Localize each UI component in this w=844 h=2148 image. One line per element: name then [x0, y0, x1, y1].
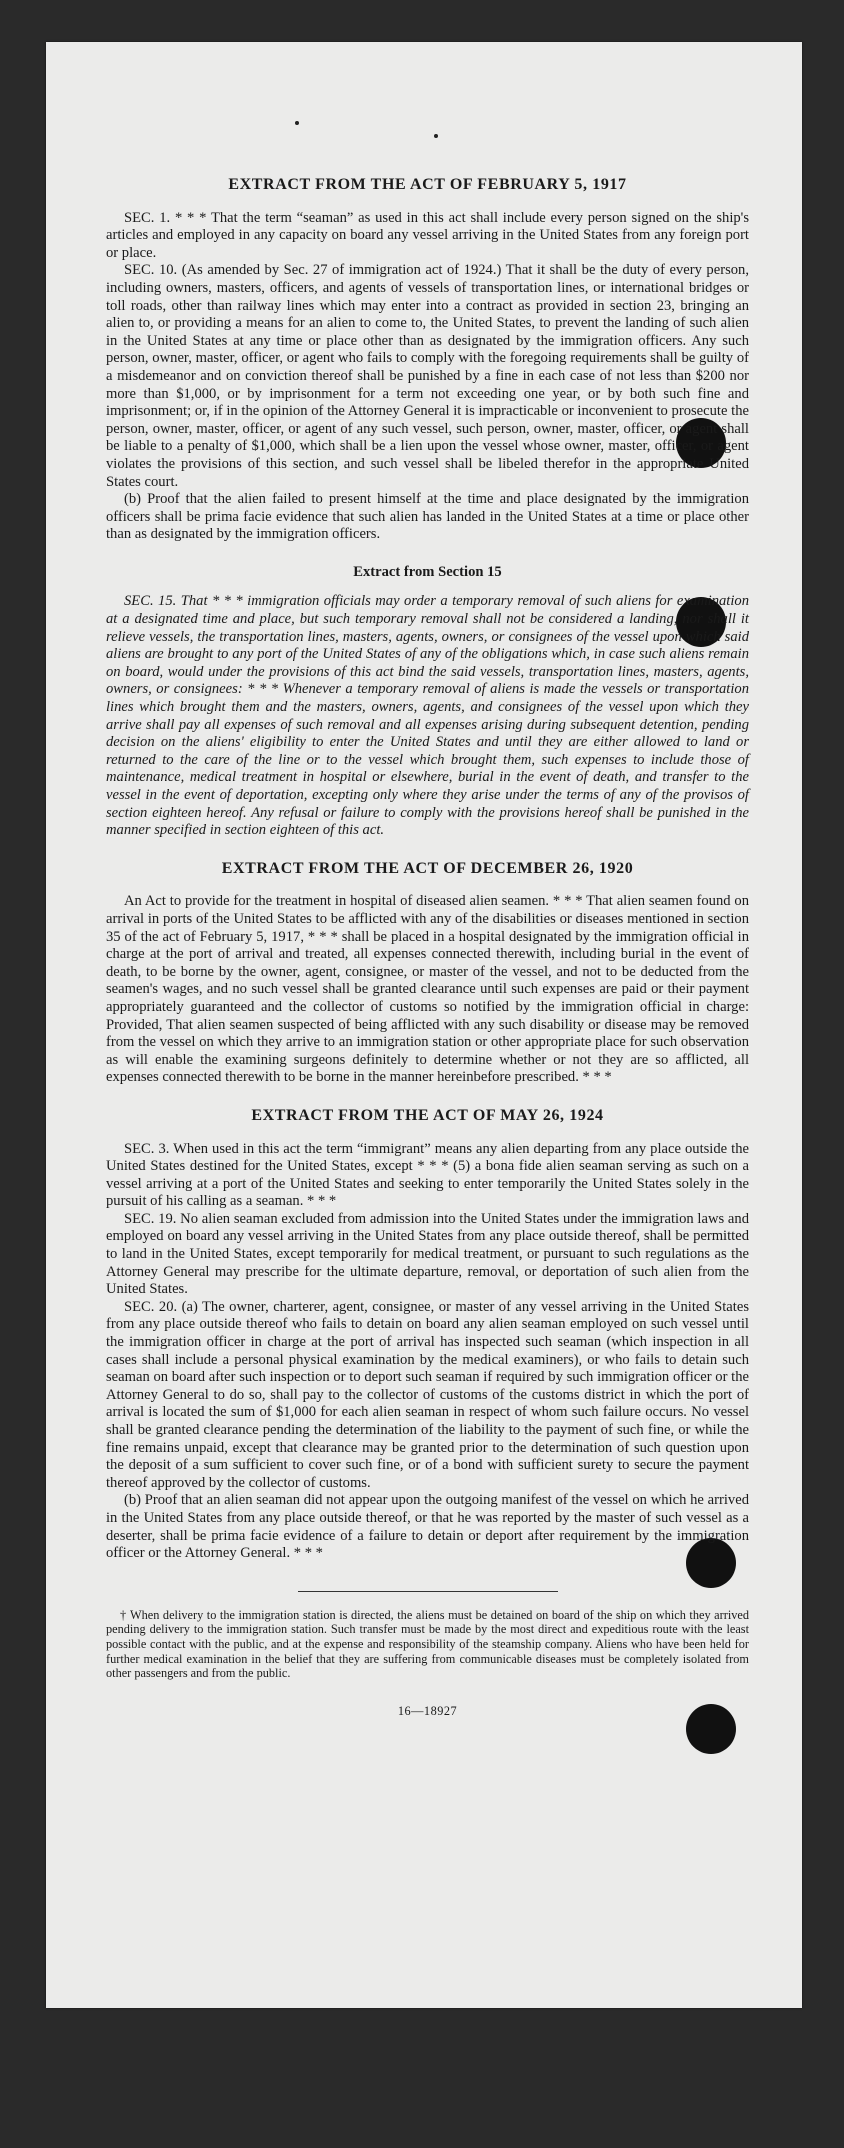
- section-act-dec-1920: [106, 860, 749, 1087]
- paragraph: SEC. 10. (As amended by Sec. 27 of immigration act of 1924.) That it shall be the duty of every person, including owners, masters, officers, and agents of vessels of transportation lines, or international bridges or toll roads, other than railway lines which may enter into a contract as provided in section 23, bringing an alien to, or providing a means for an alien to come to, the United States, to prevent the landing of such alien in the United States at any time or place other than as designated by the immigration officers. Any such person, owner, master, officer, or agent who fails to comply with the foregoing requirements shall be guilty of a misdemeanor and on conviction thereof shall be punished by a fine in each case of not less than $200 nor more than $1,000, or by imprisonment for a term not exceeding one year, or by both such fine and imprisonment; or, if in the opinion of the Attorney General it is impracticable or inconvenient to prosecute the person, owner, master, officer, or agent of any such vessel, such person, owner, master, officer, or agent shall be liable to a penalty of $1,000, which shall be a lien upon the vessel whose owner, master, officer, or agent violates the provisions of this section, and such vessel shall be libeled therefor in the appropriate United States court.: [106, 262, 749, 490]
- footnote: [106, 1608, 749, 1681]
- paragraph: SEC. 20. (a) The owner, charterer, agent, consignee, or master of any vessel arriving in the United States from any place outside thereof who fails to detain on board any alien seaman employed on such vessel until the immigration officer in charge at the port of arrival has inspected such seaman (which inspection in all cases shall include a personal physical examination by the medical examiners), or who fails to detain such seaman on board after such inspection or to deport such seaman if required by such immigration officer or the Attorney General to do so, shall pay to the collector of customs of the customs district in which the port of arrival is located the sum of $1,000 for each alien seaman in respect of whom such failure occurs. No vessel shall be granted clearance pending the determination of the liability to the payment of such fine, or while the fine remains unpaid, except that clearance may be granted prior to the determination of such question upon the deposit of a sum sufficient to cover such fine, or of a bond with sufficient surety to secure the payment thereof approved by the collector of customs.: [106, 1298, 749, 1491]
- paragraph: An Act to provide for the treatment in hospital of diseased alien seamen. * * * That alien seamen found on arrival in ports of the United States to be afflicted with any of the disabilities or diseases mentioned in section 35 of the act of February 5, 1917, * * * shall be placed in a hospital designated by the immigration official in charge at the port of arrival and treated, all expenses connected therewith, including burial in the event of death, to be borne by the owner, agent, consignee, or master of the vessel, and not to be deducted from the seamen's wages, and no such vessel shall be granted clearance until such expenses are paid or their payment appropriately guaranteed and the collector of customs so notified by the immigration official in charge: Provided, That alien seamen suspected of being afflicted with any such disability or disease may be removed from the vessel on which they arrive to an immigration station or other appropriate place for such observation as will enable the examining surgeons definitely to determine whether or not they are so afflicted, all expenses connected therewith to be borne in the manner hereinbefore prescribed. * * *: [106, 893, 749, 1086]
- footnote-text: † When delivery to the immigration station is directed, the aliens must be detained on board of the ship on which they arrived pending delivery to the immigration station. Such transfer must be made by the most direct and expeditious route with the least possible contact with the public, and at the expense and responsibility of the steamship company. Aliens who have been held for further medical examination in the belief that they are suffering from communicable diseases must be completely isolated from other passengers and from the public.: [106, 1607, 749, 1681]
- paragraph: SEC. 15. That * * * immigration officials may order a temporary removal of such aliens for examination at a designated time and place, but such temporary removal shall not be considered a landing, nor shall it relieve vessels, the transportation lines, masters, agents, owners, or consignees of the vessel upon which said aliens are brought to any port of the United States of any of the obligations which, in case such aliens remain on board, would under the provisions of this act bind the said vessels, transportation lines, masters, agents, owners, or consignees: * * * Whenever a temporary removal of aliens is made the vessels or transportation lines which brought them and the masters, owners, agents, and consignees of the vessel upon which they arrive shall pay all expenses of such removal and all expenses arising during subsequent detention, pending decision on the aliens' eligibility to enter the United States and until they are either allowed to land or returned to the care of the line or to the vessel which brought them, such expenses to include those of maintenance, medical treatment in hospital or elsewhere, burial in the event of death, and transfer to the vessel in the event of deportation, excepting only where they arise under the terms of any of the provisos of section eighteen hereof. Any refusal or failure to comply with the provisions hereof shall be punished in the manner specified in section eighteen of this act.: [106, 593, 749, 839]
- document-body: [106, 176, 749, 1720]
- section-heading: EXTRACT FROM THE ACT OF MAY 26, 1924: [251, 1106, 604, 1124]
- paragraph: SEC. 1. * * * That the term “seaman” as used in this act shall include every person signed on the ship's articles and employed in any capacity on board any vessel arriving in the United States from any foreign port or place.: [106, 209, 749, 261]
- page-number: 16—18927: [397, 1703, 458, 1718]
- section-act-feb-1917: [106, 176, 749, 544]
- paragraph: (b) Proof that an alien seaman did not appear upon the outgoing manifest of the vessel on which he arrived in the United States from any place outside thereof, or that he was reported by the master of such vessel as a deserter, shall be prima facie evidence of a failure to detain or deport after requirement by the immigration officer or the Attorney General. * * *: [106, 1492, 749, 1562]
- section-act-may-1924: [106, 1107, 749, 1563]
- footnote-divider: [298, 1591, 558, 1592]
- section-heading: Extract from Section 15: [353, 563, 502, 580]
- section-heading: EXTRACT FROM THE ACT OF FEBRUARY 5, 1917: [228, 176, 627, 193]
- paragraph: SEC. 3. When used in this act the term “immigrant” means any alien departing from any place outside the United States destined for the United States, except * * * (5) a bona fide alien seaman serving as such on a vessel arriving at a port of the United States and seeking to enter temporarily the United States solely in the pursuit of his calling as a seaman. * * *: [106, 1140, 749, 1210]
- paragraph: (b) Proof that the alien failed to present himself at the time and place designated by the immigration officers shall be prima facie evidence that such alien has landed in the United States at a time or place other than as designated by the immigration officers.: [106, 491, 749, 543]
- speck-mark: [295, 121, 299, 125]
- section-heading: EXTRACT FROM THE ACT OF DECEMBER 26, 1920: [221, 859, 634, 877]
- document-page: [46, 42, 802, 2008]
- section-extract-15: [106, 564, 749, 840]
- paragraph: SEC. 19. No alien seaman excluded from admission into the United States under the immigration laws and employed on board any vessel arriving in the United States from any place outside thereof, shall be permitted to land in the United States, except temporarily for medical treatment, or pursuant to such regulations as the Attorney General may prescribe for the ultimate departure, removal, or deportation of such alien from the United States.: [106, 1210, 749, 1298]
- speck-mark: [434, 134, 438, 138]
